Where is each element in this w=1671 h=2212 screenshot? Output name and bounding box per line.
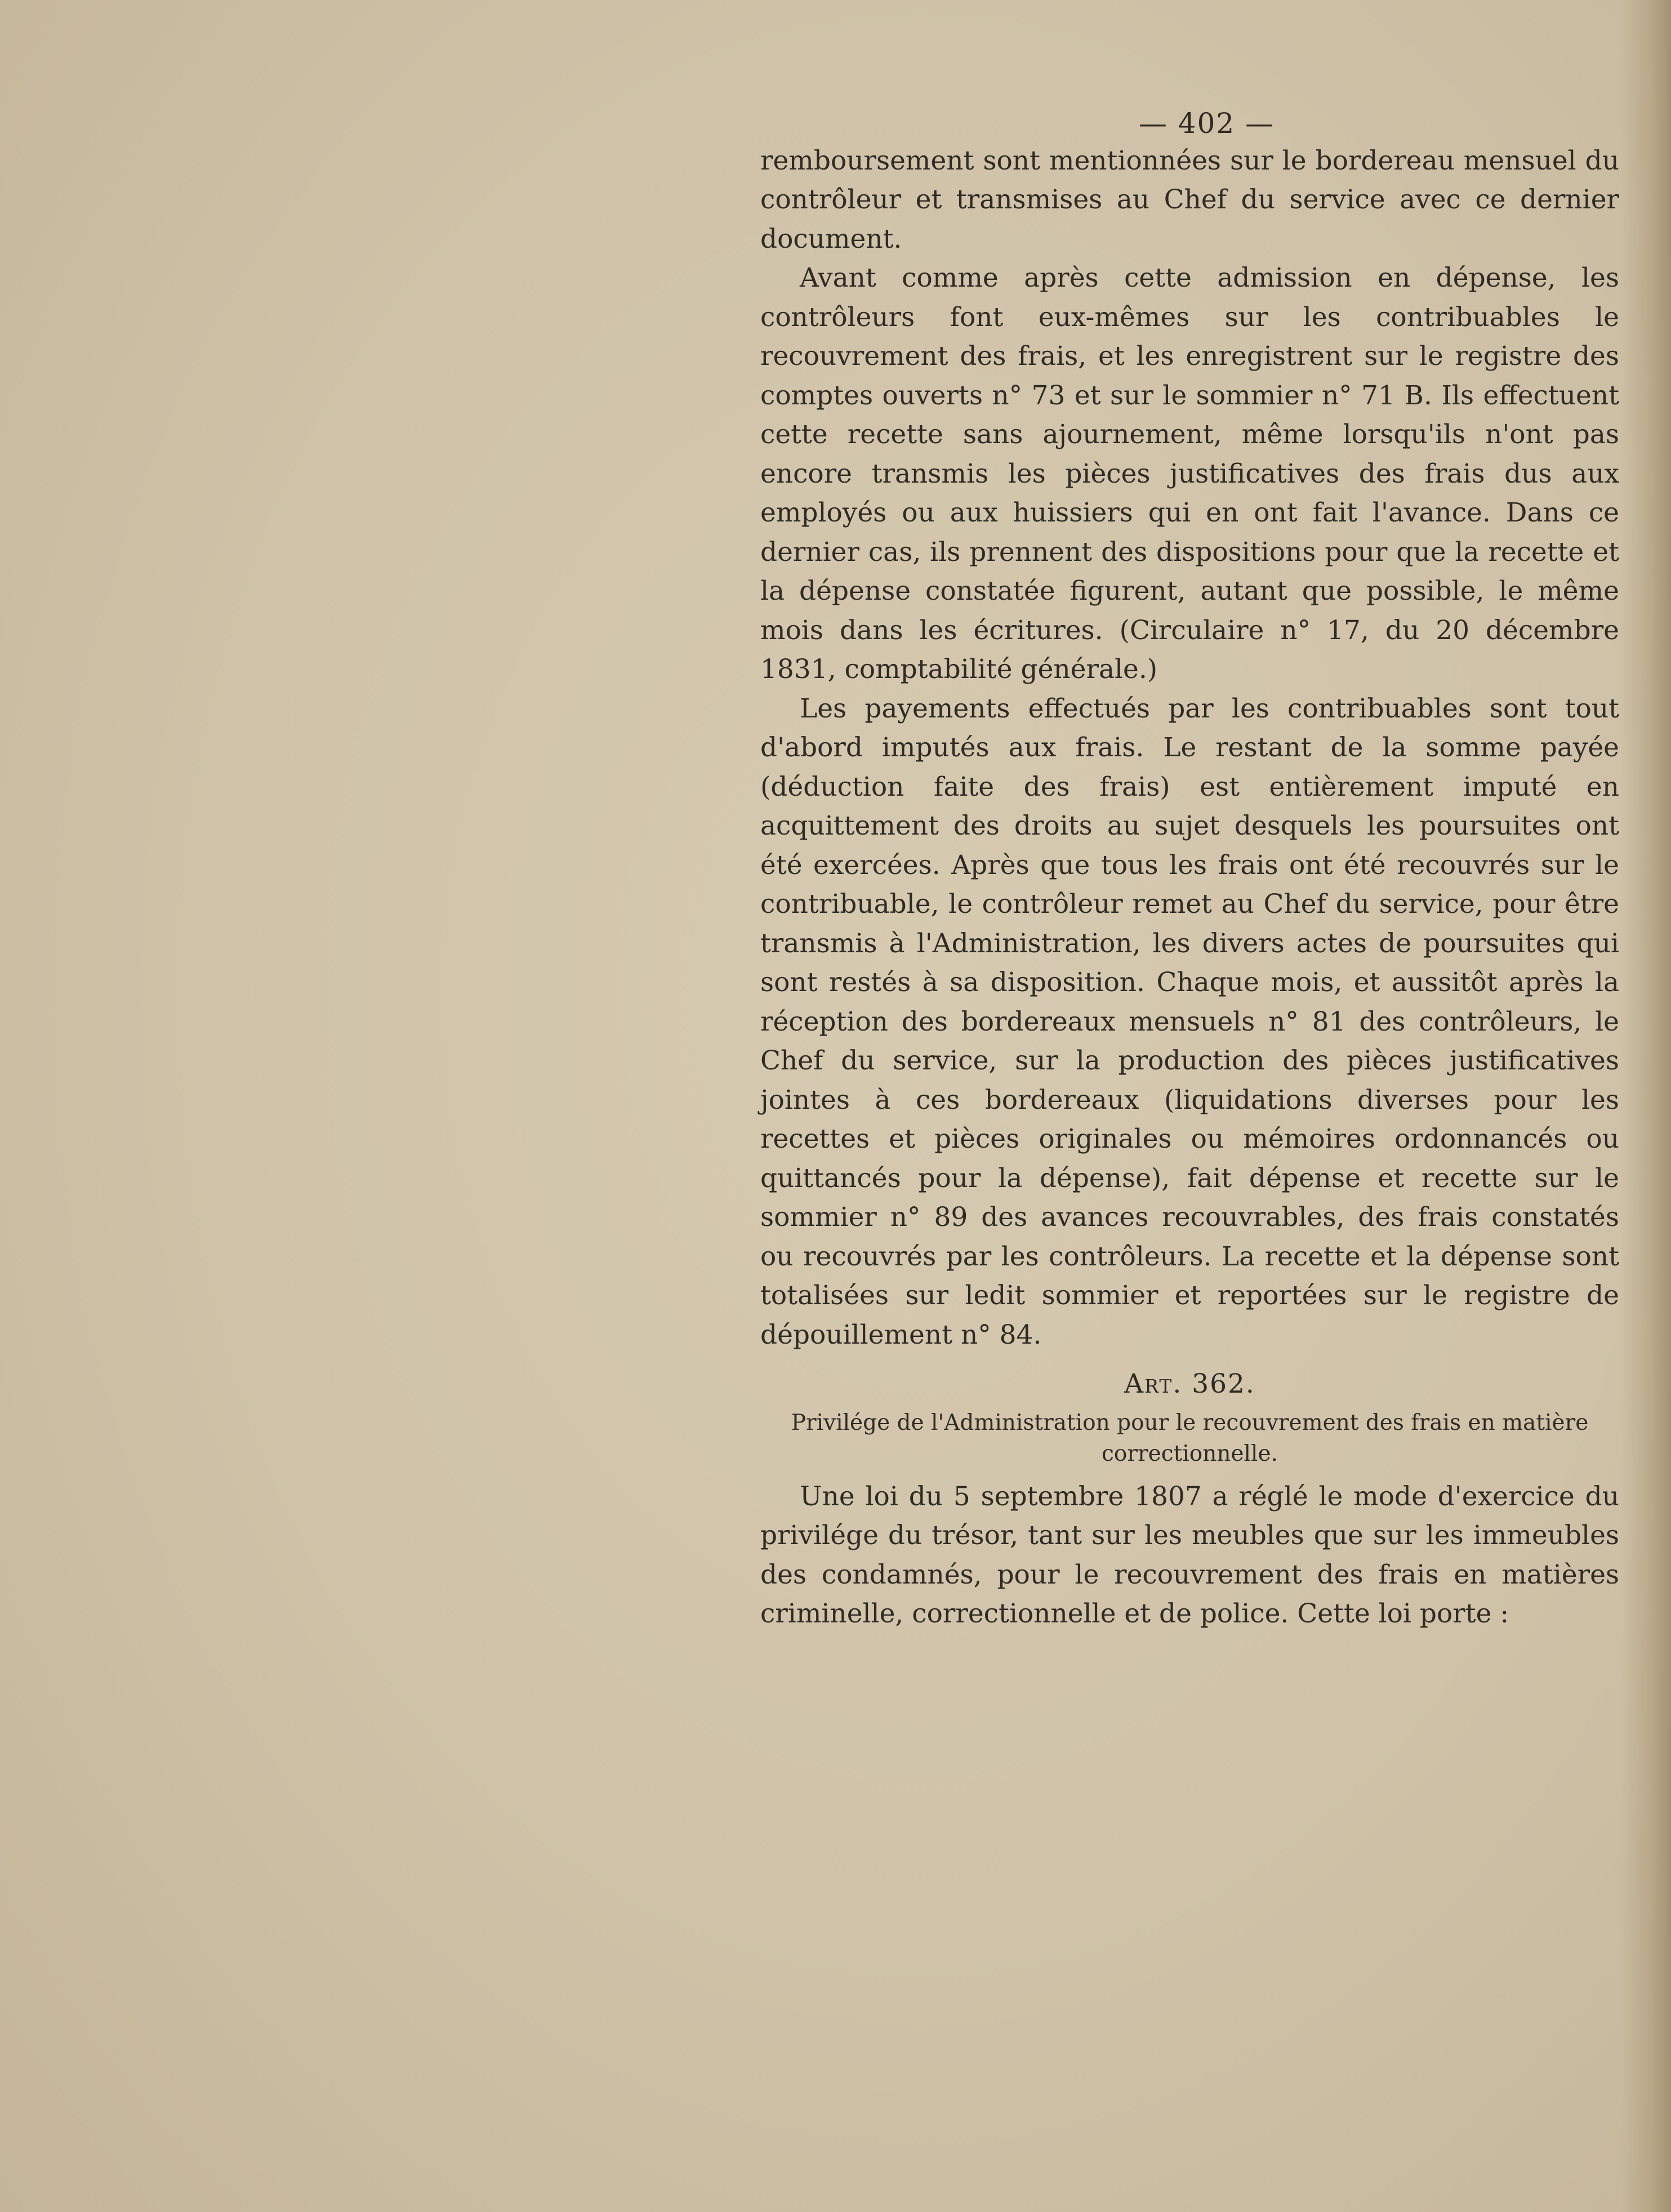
page-number: — 402 — xyxy=(1138,107,1275,140)
article-title: Privilége de l'Administration pour le recouvrement des frais en matière correctionnelle. xyxy=(791,1410,1589,1466)
paragraph: Une loi du 5 septembre 1807 a réglé le mode d'exercice du privilége du trésor, tant sur les meubles que sur les immeubles des condamnés, pour le recouvrement des frais en matières criminelle, correctionnelle et de police. Cette loi porte : xyxy=(760,1480,1619,1629)
page-edge-shadow xyxy=(1620,0,1671,2212)
paragraph-continuation: remboursement sont mentionnées sur le bordereau mensuel du contrôleur et transmises au Chef du service avec ce dernier document. xyxy=(760,145,1619,255)
article-label: Art. 362. xyxy=(1124,1368,1255,1399)
text-column xyxy=(760,104,1619,1634)
paragraph: Avant comme après cette admission en dépense, les contrôleurs font eux-mêmes sur les contribuables le recouvrement des frais, et les enregistrent sur le registre des comptes ouverts n° 73 et sur le sommier n° 71 B. Ils effectuent cette recette sans ajournement, même lorsqu'ils n'ont pas encore transmis les pièces justificatives des frais dus aux employés ou aux huissiers qui en ont fait l'avance. Dans ce dernier cas, ils prennent des dispositions pour que la recette et la dépense constatée figurent, autant que possible, le même mois dans les écritures. (Circulaire n° 17, du 20 décembre 1831, comptabilité générale.) xyxy=(760,262,1619,685)
article-heading xyxy=(760,1364,1619,1404)
paragraph: Les payements effectués par les contribuables sont tout d'abord imputés aux frais. Le restant de la somme payée (déduction faite des frais) est entièrement imputé en acquittement des droits au sujet desquels les poursuites ont été exercées. Après que tous les frais ont été recouvrés sur le contribuable, le contrôleur remet au Chef du service, pour être transmis à l'Administration, les divers actes de poursuites qui sont restés à sa disposition. Chaque mois, et aussitôt après la réception des bordereaux mensuels n° 81 des contrôleurs, le Chef du service, sur la production des pièces justificatives jointes à ces bordereaux (liquidations diverses pour les recettes et pièces originales ou mémoires ordonnancés ou quittancés pour la dépense), fait dépense et recette sur le sommier n° 89 des avances recouvrables, des frais constatés ou recouvrés par les contrôleurs. La recette et la dépense sont totalisées sur ledit sommier et reportées sur le registre de dépouillement n° 84. xyxy=(760,693,1619,1350)
